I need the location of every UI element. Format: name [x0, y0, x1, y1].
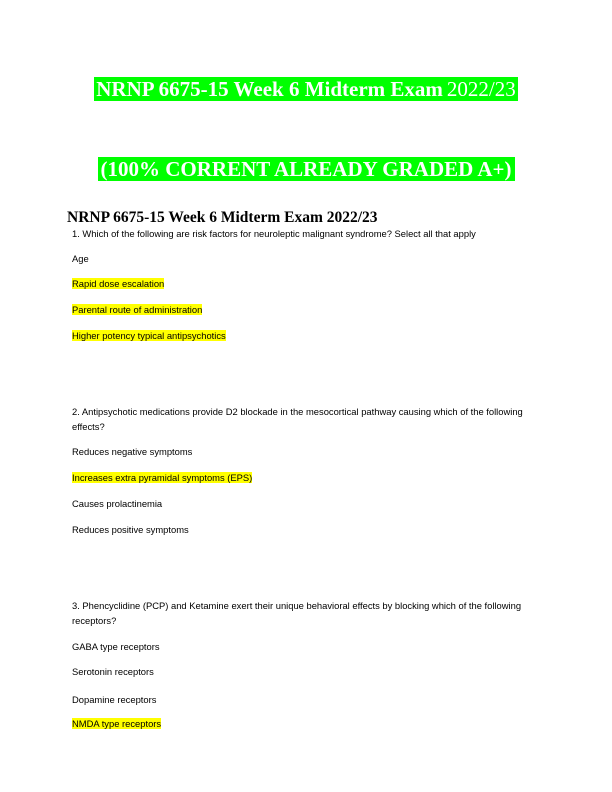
q1-option-4: Higher potency typical antipsychotics [72, 330, 226, 341]
q2-option-2: Increases extra pyramidal symptoms (EPS) [72, 472, 253, 483]
q1-option-1: Age [72, 253, 89, 264]
q3-option-4: NMDA type receptors [72, 718, 162, 729]
q3-option-2: Serotonin receptors [72, 666, 154, 677]
question-3: 3. Phencyclidine (PCP) and Ketamine exert their unique behavioral effects by blocking which of the following receptors? [72, 600, 522, 626]
document-heading: NRNP 6675-15 Week 6 Midterm Exam 2022/23 [67, 209, 378, 226]
question-1: 1. Which of the following are risk factors for neuroleptic malignant syndrome? Select all that apply [72, 228, 476, 239]
q3-option-1: GABA type receptors [72, 641, 160, 652]
q2-option-1: Reduces negative symptoms [72, 446, 193, 457]
q1-option-3: Parental route of administration [72, 304, 203, 315]
title-year: 2022/23 [446, 77, 516, 101]
title-banner [0, 76, 612, 102]
question-2: 2. Antipsychotic medications provide D2 blockade in the mesocortical pathway causing which of the following effects? [72, 406, 523, 432]
q1-option-2: Rapid dose escalation [72, 278, 165, 289]
q2-option-4: Reduces positive symptoms [72, 524, 189, 535]
q3-option-3: Dopamine receptors [72, 694, 157, 705]
q2-option-3: Causes prolactinemia [72, 498, 163, 509]
graded-banner-text: (100% CORRENT ALREADY GRADED A+) [98, 157, 515, 181]
graded-banner [0, 155, 612, 183]
title-text: NRNP 6675-15 Week 6 Midterm Exam [96, 77, 443, 101]
